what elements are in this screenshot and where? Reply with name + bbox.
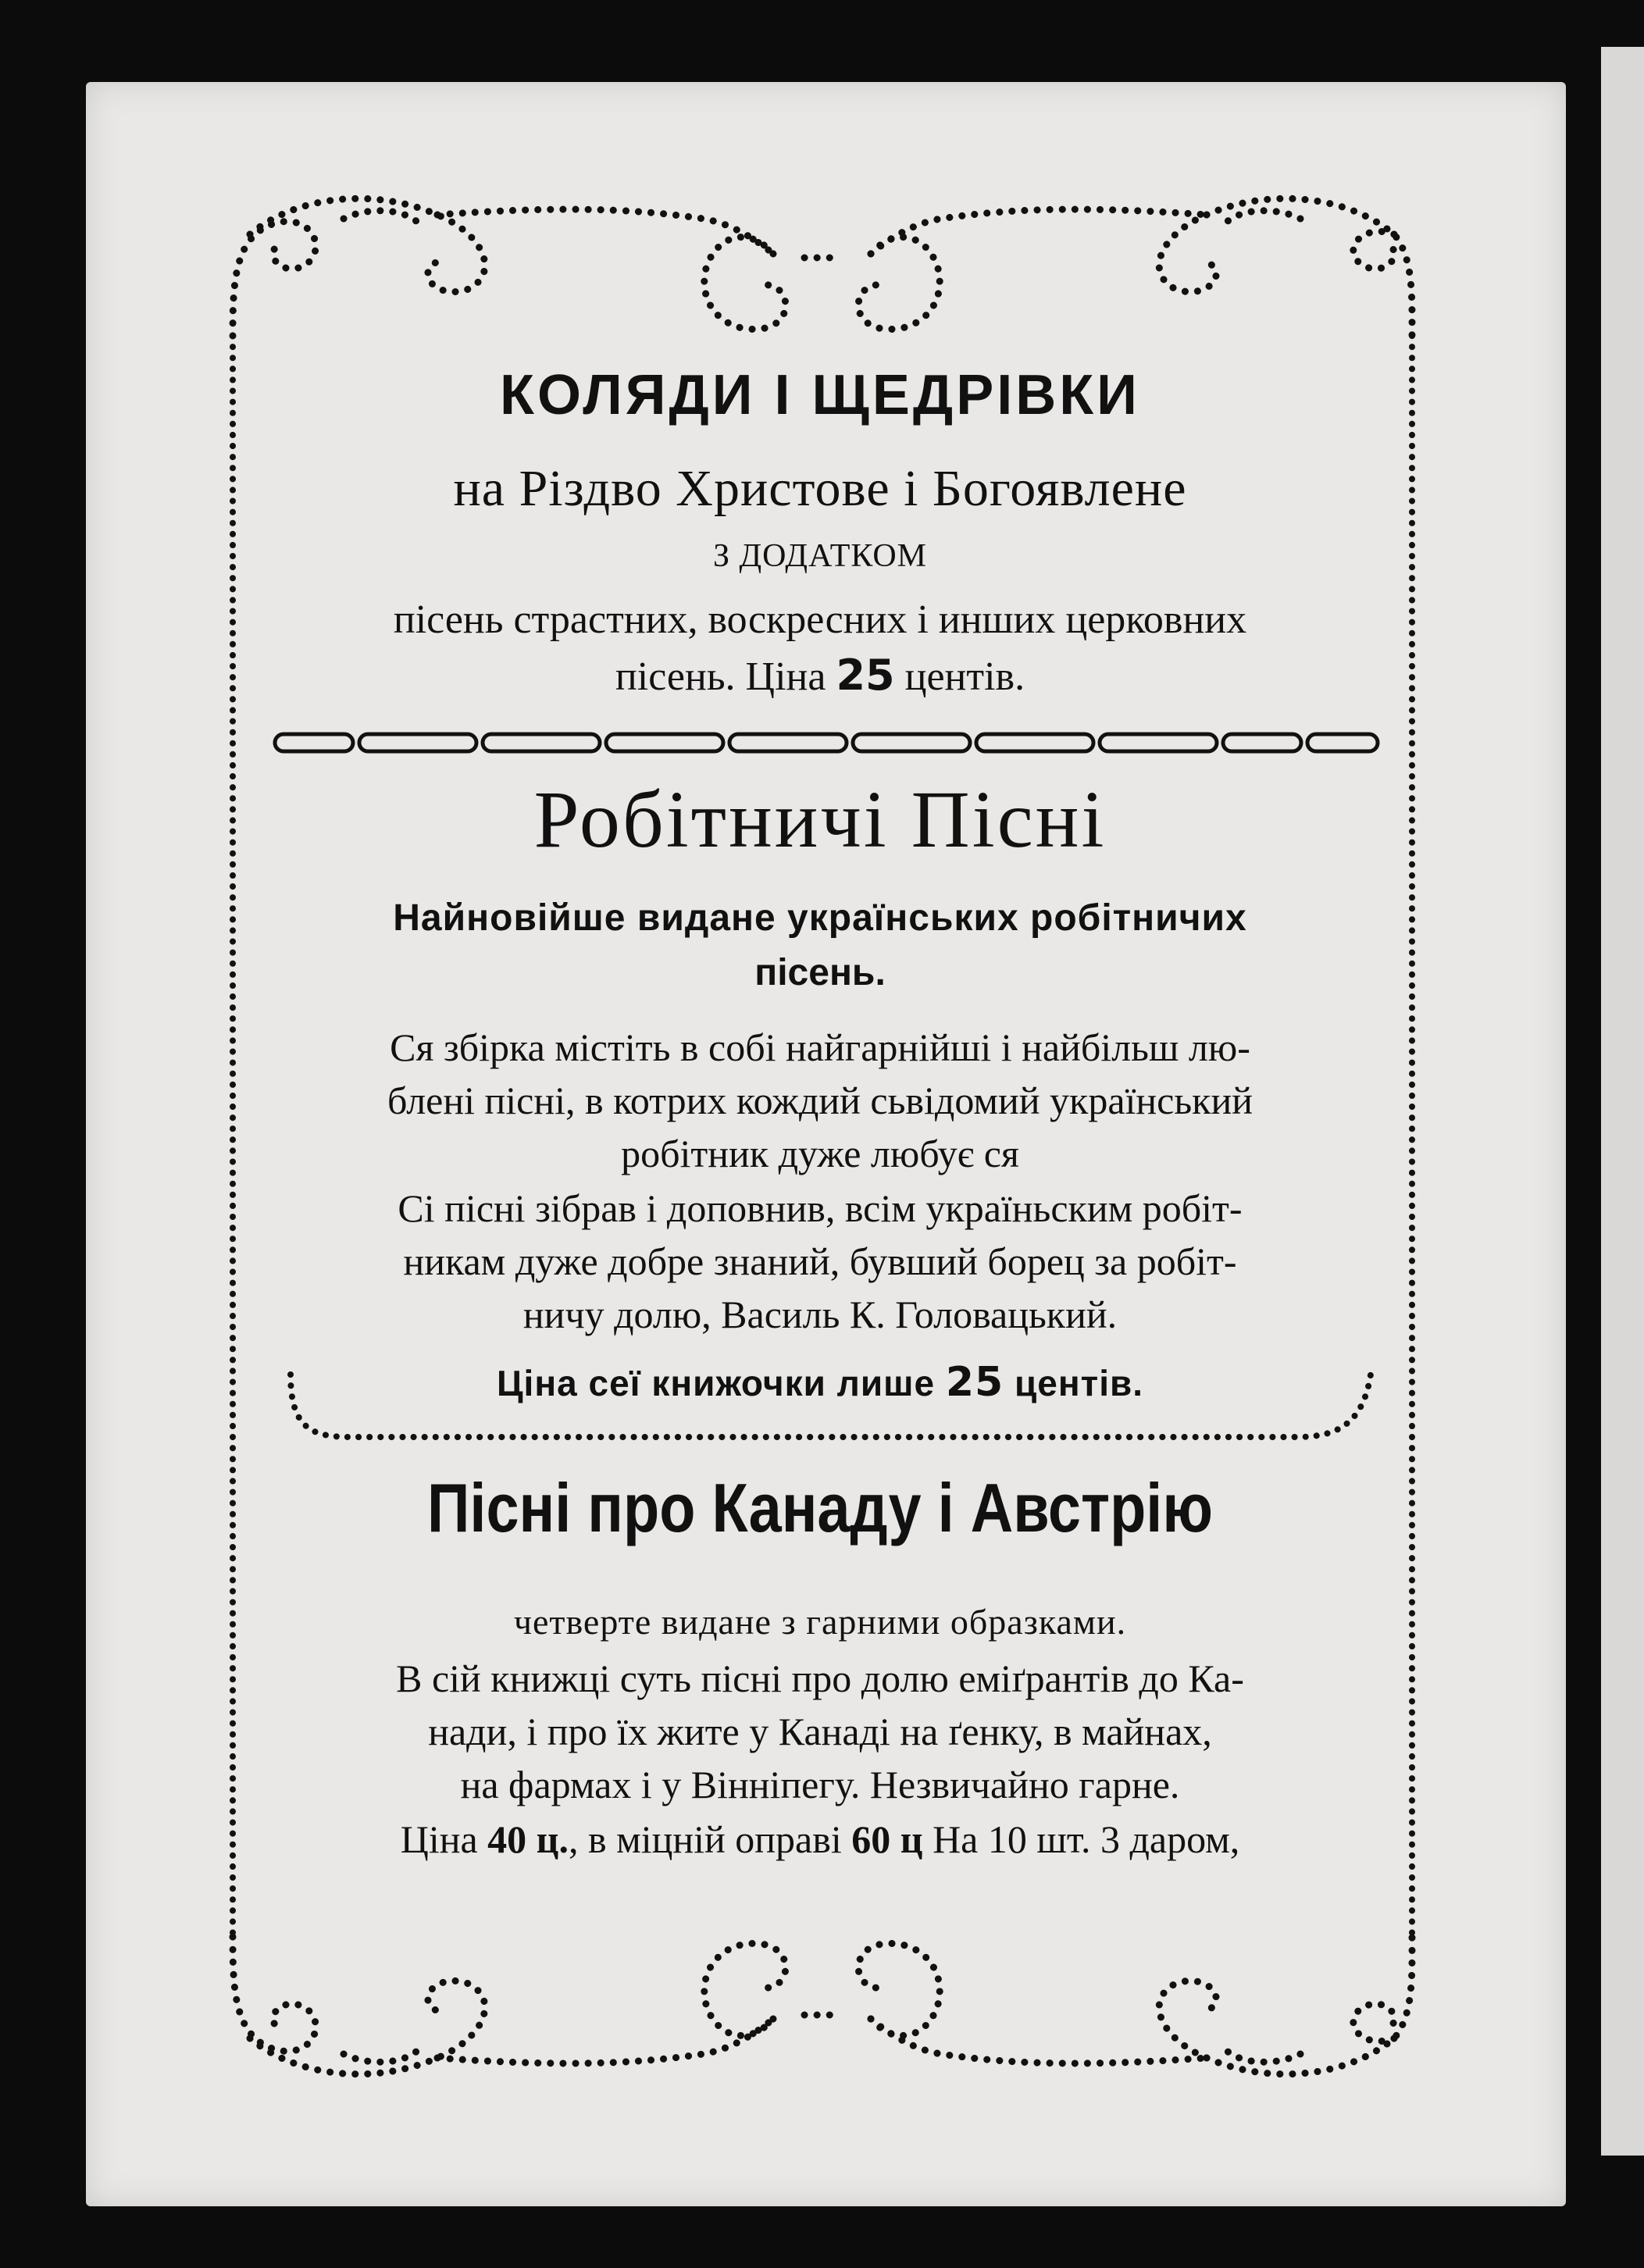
section3-price-line	[234, 1817, 1406, 1862]
bottom-flourish	[233, 1937, 1412, 2074]
section1-line2-text: пісень. Ціна	[615, 654, 826, 699]
section1-price-unit: центів.	[904, 654, 1025, 699]
section3-price-a: 40 ц.	[487, 1817, 569, 1861]
section2-title: Робітничі Пісні	[533, 775, 1107, 865]
section3-price-tail: На 10 шт. 3 даром,	[933, 1817, 1240, 1861]
section1-line1: пісень страстних, воскресних і инших церковних	[393, 597, 1247, 642]
section2-body-line: робітник дуже любує ся	[621, 1132, 1019, 1175]
section1-title: КОЛЯДИ І ЩЕДРІВКИ	[500, 364, 1140, 426]
section2-price-line	[234, 1359, 1406, 1406]
section3-body-line: В сій книжці суть пісні про долю еміґрантів до Ка-	[396, 1656, 1244, 1700]
oval-chain-divider	[275, 734, 1378, 751]
section2-price-unit: центів.	[1015, 1363, 1144, 1403]
section1-addition: З ДОДАТКОМ	[712, 538, 928, 574]
top-flourish	[233, 198, 1412, 336]
section1-subtitle: на Різдво Христове і Богоявлене	[453, 460, 1187, 517]
section2-body-line: ничу долю, Василь К. Головацький.	[522, 1293, 1118, 1336]
section3-price-b: 60 ц	[851, 1817, 923, 1861]
section3-price-a-label: Ціна	[400, 1817, 478, 1861]
section3-body-line: нади, і про їх жите у Канаді на ґенку, в майнах,	[428, 1710, 1212, 1753]
section3-title: Пісні про Канаду і Австрію	[427, 1469, 1213, 1546]
section2-body-line: Сі пісні зібрав і доповнив, всім україньским робіт-	[398, 1186, 1243, 1230]
section2-price-text: Ціна сеї книжочки лише	[496, 1363, 936, 1403]
section3-body-line: четверте видане з гарними образками.	[513, 1602, 1127, 1642]
section2-body-line: Ся збірка містіть в собі найгарнійші і найбільш лю-	[390, 1025, 1250, 1069]
section2-subtitle-line2: пісень.	[754, 952, 886, 993]
section2-body-line: никам дуже добре знаний, бувший борец за робіт-	[403, 1239, 1237, 1283]
section1-price: 25	[836, 651, 895, 700]
section3-price-b-label: , в міцній оправі	[568, 1817, 842, 1861]
section2-body-line: блені пісні, в котрих кождий сьвідомий український	[387, 1079, 1253, 1122]
section2-subtitle-line1: Найновійше видане українських робітничих	[393, 897, 1247, 939]
section2-price: 25	[945, 1359, 1004, 1406]
section3-body-line: на фармах і у Вінніпегу. Незвичайно гарне.	[460, 1763, 1180, 1806]
section1-line2	[234, 651, 1406, 700]
